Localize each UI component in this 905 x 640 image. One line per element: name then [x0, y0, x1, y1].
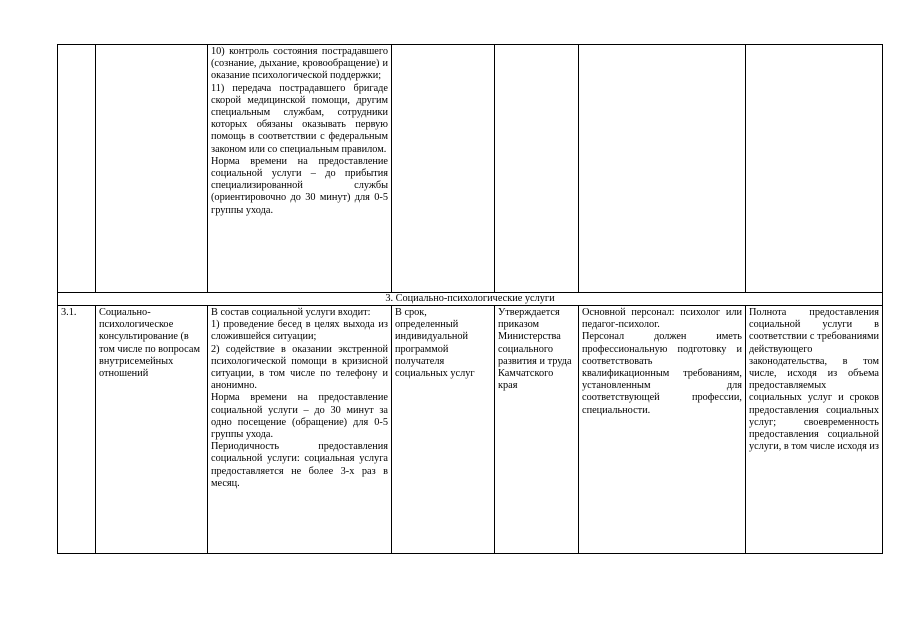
cell-indicators: Полнота предоставления социальной услуги в соответствии с требованиями действующего законодательства, в том числе, исходя из объема предоставляемых социальных услуг и сроков предоставления социальных услуг; своевременность предоставления социальной услуги, в том числе исходя из — [746, 306, 883, 554]
cell-service-content — [208, 306, 392, 554]
paragraph-item-1: 1) проведение бесед в целях выхода из сложившейся ситуации; — [211, 319, 388, 343]
paragraph-periodicity: Периодичность предоставления социальной услуги: социальная услуга предоставляется не более 3-х раз в месяц. — [211, 441, 388, 489]
services-table — [57, 44, 883, 554]
section-header-row — [58, 293, 883, 306]
cell-service-name — [96, 45, 208, 293]
paragraph-qualification: Персонал должен иметь профессиональную подготовку и соответствовать квалификационным требованиям, установленным для соответствующей профессии, специальности. — [582, 331, 742, 416]
cell-conditions — [579, 306, 746, 554]
cell-conditions — [579, 45, 746, 293]
cell-service-name: Социально-психологическое консультирование (в том числе по вопросам внутрисемейных отношений — [96, 306, 208, 554]
paragraph-item-2: 2) содействие в оказании экстренной психологической помощи в кризисной ситуации, в том числе по телефону и анонимно. — [211, 343, 388, 392]
cell-term: В срок, определенный индивидуальной программой получателя социальных услуг — [392, 306, 495, 554]
cell-number — [58, 45, 96, 293]
cell-tariff: Утверждается приказом Министерства социального развития и труда Камчатского края — [495, 306, 579, 554]
paragraph-time-norm: Норма времени на предоставление социальной услуги – до 30 минут за одно посещение (обращение) для 0-5 группы ухода. — [211, 392, 388, 441]
paragraph-intro: В состав социальной услуги входит: — [211, 307, 371, 318]
cell-term — [392, 45, 495, 293]
cell-service-content — [208, 45, 392, 293]
paragraph-item-10: 10) контроль состояния пострадавшего (сознание, дыхание, кровообращение) и оказание психологической поддержки; — [211, 46, 388, 82]
table-row-continuation — [58, 45, 883, 293]
paragraph-staff: Основной персонал: психолог или педагог-психолог. — [582, 307, 742, 331]
cell-indicators — [746, 45, 883, 293]
cell-tariff — [495, 45, 579, 293]
section-title: 3. Социально-психологические услуги — [58, 293, 883, 306]
paragraph-item-11: 11) передача пострадавшего бригаде скорой медицинской помощи, другим специальным службам, сотрудники которых обязаны оказывать первую помощь в соответствии с федеральным законом или со специальным правилом. — [211, 82, 388, 155]
table-row-3-1 — [58, 306, 883, 554]
paragraph-time-norm: Норма времени на предоставление социальной услуги – до прибытия специализированной службы (ориентировочно до 30 минут) для 0-5 группы ухода. — [211, 155, 388, 216]
cell-number: 3.1. — [58, 306, 96, 554]
